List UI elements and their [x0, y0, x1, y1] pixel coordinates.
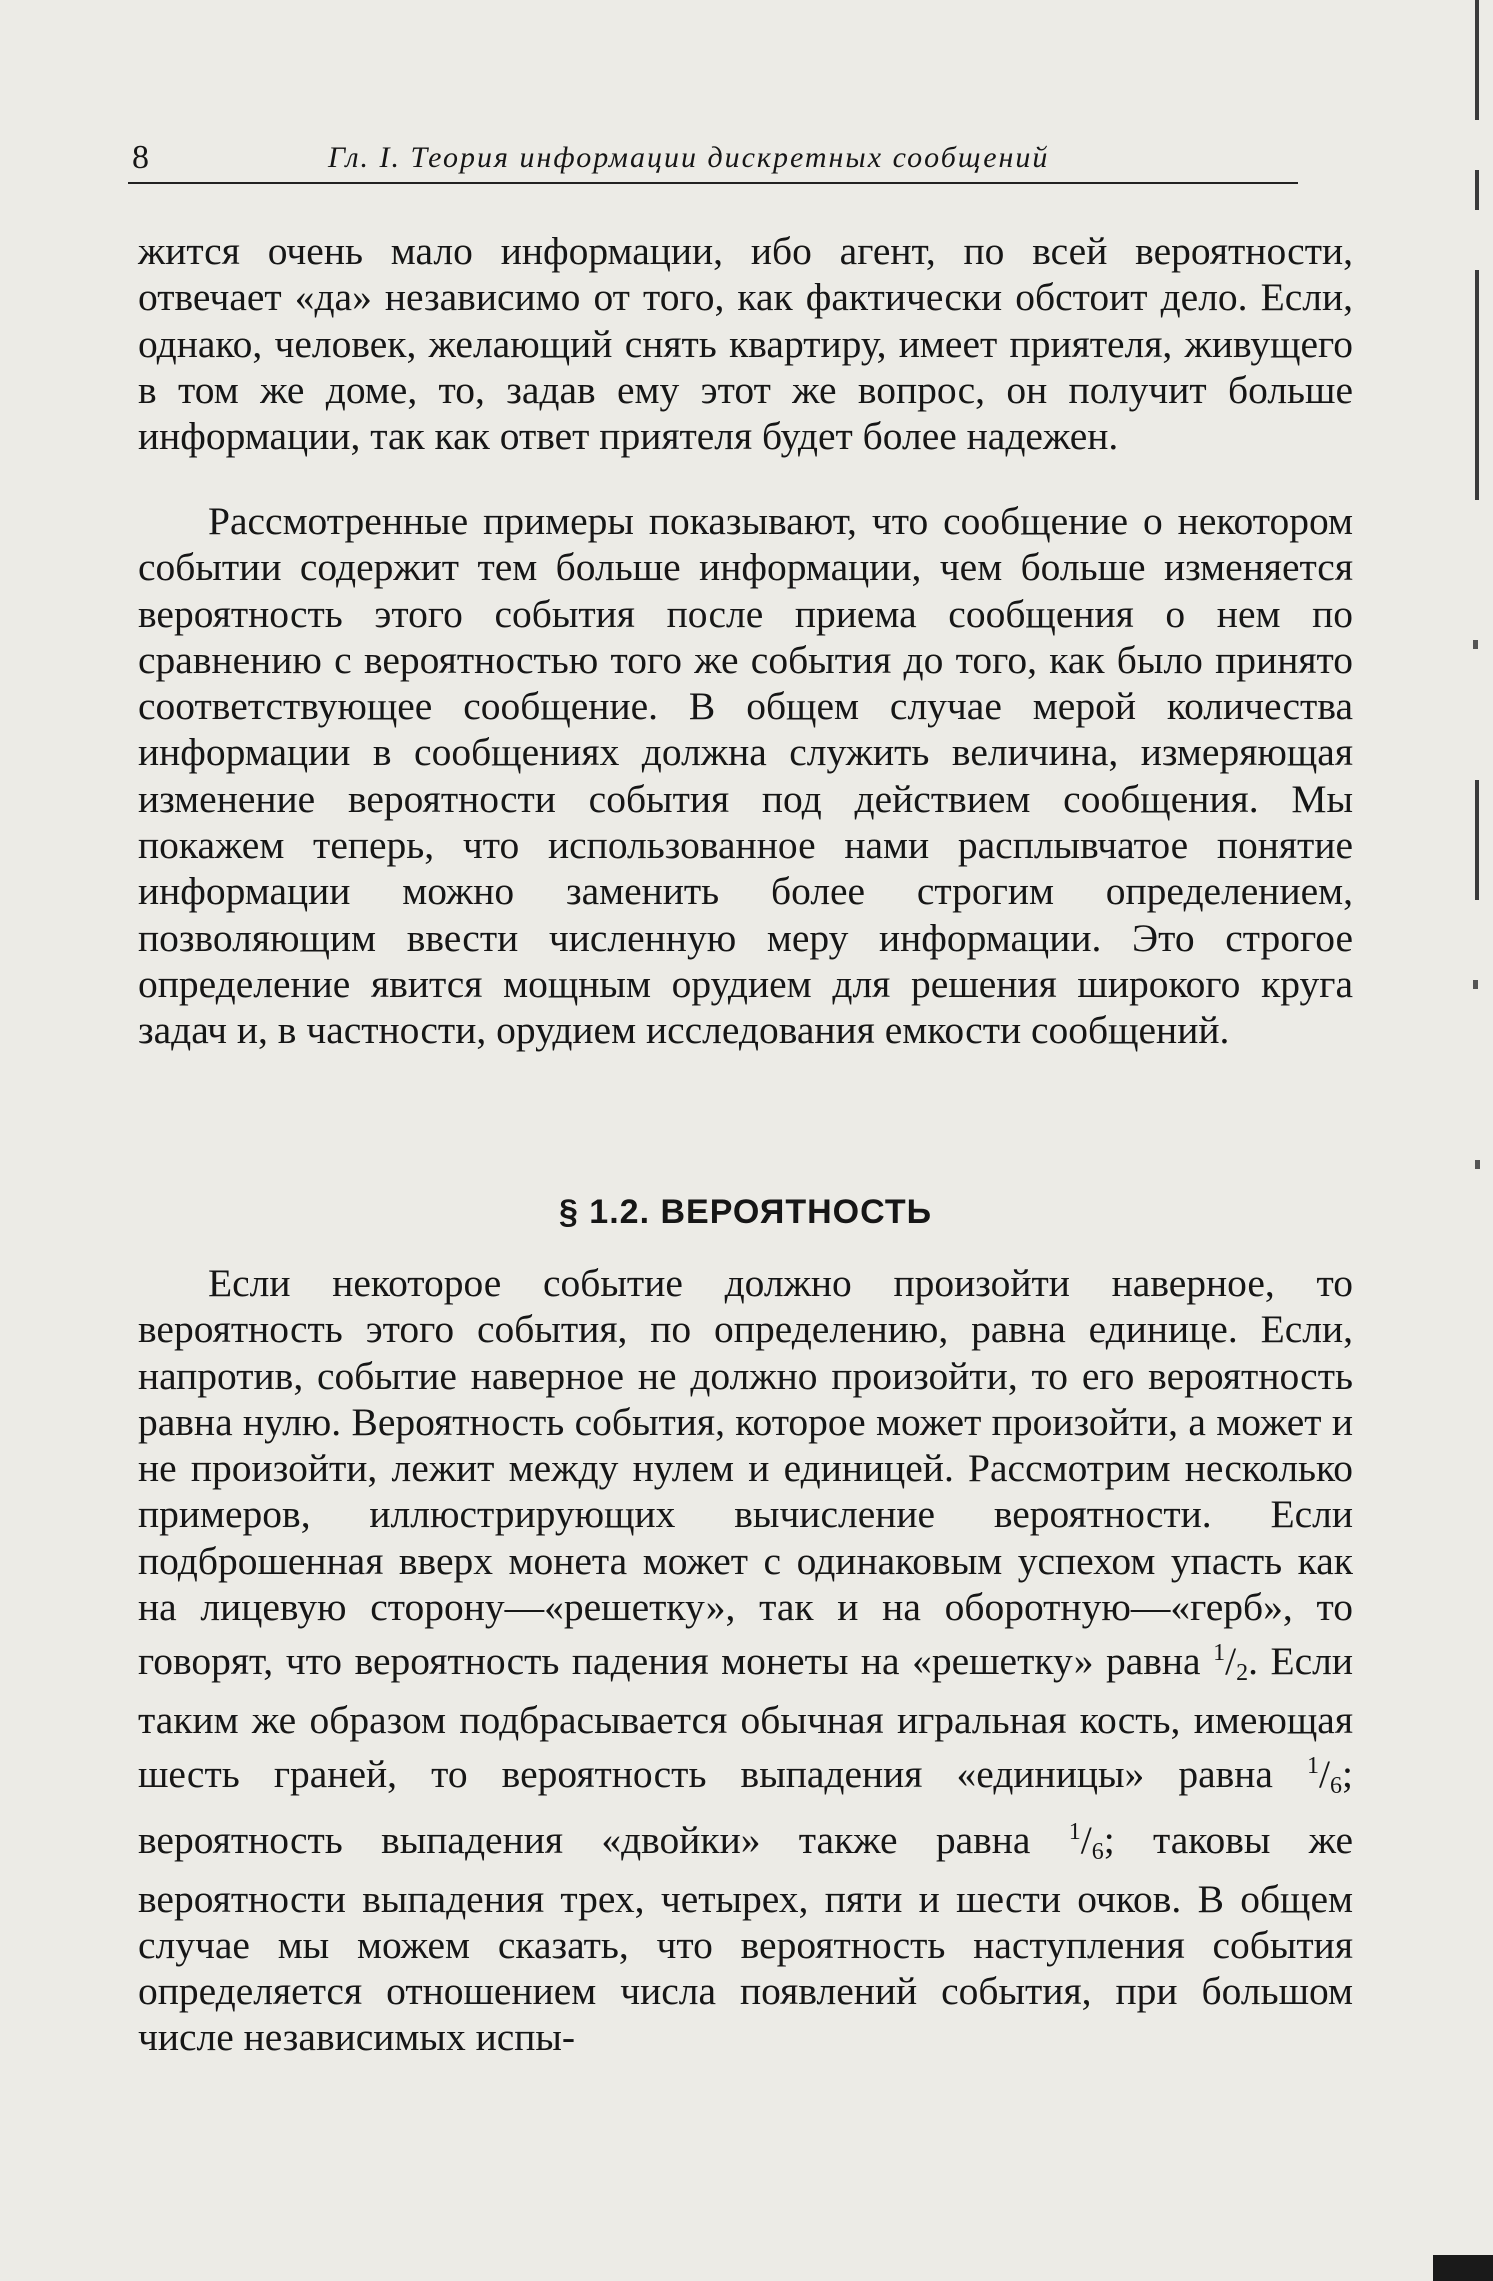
- scan-bottom-edge: [1433, 2255, 1493, 2281]
- chapter-title: Гл. I. Теория информации дискретных сообщений: [328, 141, 1050, 174]
- fraction-one-half: $^1/_2$: [1213, 1639, 1249, 1687]
- paragraph-3-part-a: Если некоторое событие должно произойти наверное, то вероятность этого события, по определению, равна единице. Если, напротив, событие наверное не должно произойти, то его вероятность равна нулю. Вероятность события, которое может произойти, а может и не произойти, лежит между нулем и единицей. Рассмотрим несколько примеров, иллюстрирующих вычисление вероятности. Если подброшенная вверх монета может с одинаковым успехом упасть как на лицевую сторону—«решетку», так и на оборотную—«герб», то говорят, что вероятность падения монеты на «решетку» равна: [138, 1261, 1353, 1684]
- fraction-denominator: 6: [1330, 1772, 1343, 1799]
- fraction-numerator: 1: [1307, 1752, 1320, 1779]
- paragraph-3-part-b: . Если таким же образом подбрасывается обычная игральная кость, имеющая шесть граней, то вероятность выпадения «единицы» равна: [138, 1639, 1353, 1796]
- scan-edge-mark: [1475, 1160, 1480, 1169]
- section-title: § 1.2. ВЕРОЯТНОСТЬ: [558, 1193, 933, 1231]
- scan-edge-mark: [1475, 780, 1479, 900]
- paragraph-1: жится очень мало информации, ибо агент, по всей вероятности, отвечает «да» независимо от того, как фактически обстоит дело. Если, однако, человек, желающий снять квартиру, имеет приятеля, живущего в том же доме, то, задав ему этот же вопрос, он получит больше информации, так как ответ приятеля будет более надежен.: [138, 229, 1353, 459]
- scan-edge-mark: [1473, 640, 1478, 649]
- scan-right-edge: [1465, 0, 1493, 2281]
- paragraph-3: [138, 1260, 1353, 2061]
- page-number: 8: [132, 139, 149, 176]
- fraction-numerator: 1: [1068, 1819, 1081, 1846]
- scan-edge-mark: [1473, 980, 1478, 989]
- fraction-one-sixth: $^1/_6$: [1068, 1818, 1104, 1866]
- fraction-denominator: 2: [1236, 1660, 1249, 1687]
- fraction-denominator: 6: [1091, 1839, 1104, 1866]
- scan-edge-mark: [1475, 170, 1479, 210]
- scan-edge-mark: [1475, 270, 1479, 500]
- scan-edge-mark: [1475, 0, 1479, 120]
- running-head: [128, 138, 1298, 184]
- fraction-numerator: 1: [1213, 1640, 1226, 1667]
- fraction-one-sixth: $^1/_6$: [1307, 1751, 1343, 1799]
- paragraph-3-part-d: ; таковы же вероятности выпадения трех, четырех, пяти и шести очков. В общем случае мы можем сказать, что вероятность наступления события определяется отношением числа появлений события, при большом числе независимых испы-: [138, 1818, 1353, 2060]
- paragraph-2: Рассмотренные примеры показывают, что сообщение о некотором событии содержит тем больше информации, чем больше изменяется вероятность этого события после приема сообщения о нем по сравнению с вероятностью того же события до того, как было принято соответствующее сообщение. В общем случае мерой количества информации в сообщениях должна служить величина, измеряющая изменение вероятности события под действием сообщения. Мы покажем теперь, что использованное нами расплывчатое понятие информации можно заменить более строгим определением, позволяющим ввести численную меру информации. Это строгое определение явится мощным орудием для решения широкого круга задач и, в частности, орудием исследования емкости сообщений.: [138, 499, 1353, 1053]
- paragraph-3-part-c: ; вероятность выпадения «двойки» также равна: [138, 1751, 1354, 1863]
